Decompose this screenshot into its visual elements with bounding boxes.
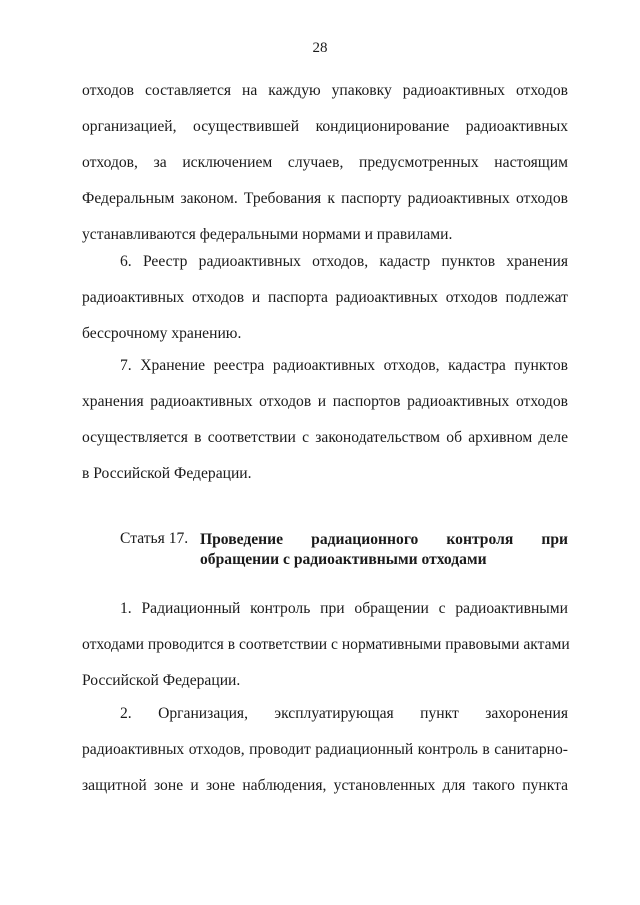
text-line: радиоактивных отходов и паспорта радиоактивных отходов подлежат bbox=[82, 289, 568, 306]
text-line: отходами проводится в соответствии с нормативными правовыми актами bbox=[82, 636, 570, 653]
text-line: 1. Радиационный контроль при обращении с радиоактивными bbox=[120, 600, 568, 617]
text-line: отходов составляется на каждую упаковку радиоактивных отходов bbox=[82, 82, 568, 99]
article-17-paragraph-2 bbox=[82, 705, 568, 795]
text-line: в Российской Федерации. bbox=[82, 465, 252, 482]
text-line: Федеральным законом. Требования к паспорту радиоактивных отходов bbox=[82, 190, 568, 207]
article-title bbox=[200, 530, 568, 570]
paragraph-continuation bbox=[82, 82, 568, 244]
page-number: 28 bbox=[312, 40, 328, 56]
article-title-line: Проведение радиационного контроля при bbox=[200, 531, 568, 548]
text-line: устанавливаются федеральными нормами и правилами. bbox=[82, 226, 453, 243]
article-title-line: обращении с радиоактивными отходами bbox=[200, 551, 487, 568]
article-label: Статья 17. bbox=[120, 530, 189, 547]
text-line: 7. Хранение реестра радиоактивных отходов, кадастра пунктов bbox=[120, 357, 568, 374]
text-line: 2. Организация, эксплуатирующая пункт захоронения bbox=[120, 705, 568, 722]
text-line: защитной зоне и зоне наблюдения, установленных для такого пункта bbox=[82, 777, 568, 794]
text-line: 6. Реестр радиоактивных отходов, кадастр пунктов хранения bbox=[120, 253, 568, 270]
text-line: отходов, за исключением случаев, предусмотренных настоящим bbox=[82, 154, 568, 171]
text-line: бессрочному хранению. bbox=[82, 325, 242, 342]
paragraph-7 bbox=[82, 357, 568, 483]
text-line: организацией, осуществившей кондиционирование радиоактивных bbox=[82, 118, 568, 135]
article-17-paragraph-1 bbox=[82, 600, 568, 690]
text-line: осуществляется в соответствии с законодательством об архивном деле bbox=[82, 429, 568, 446]
text-line: радиоактивных отходов, проводит радиационный контроль в санитарно- bbox=[82, 741, 568, 758]
text-line: хранения радиоактивных отходов и паспортов радиоактивных отходов bbox=[82, 393, 568, 410]
text-line: Российской Федерации. bbox=[82, 672, 241, 689]
paragraph-6 bbox=[82, 253, 568, 343]
